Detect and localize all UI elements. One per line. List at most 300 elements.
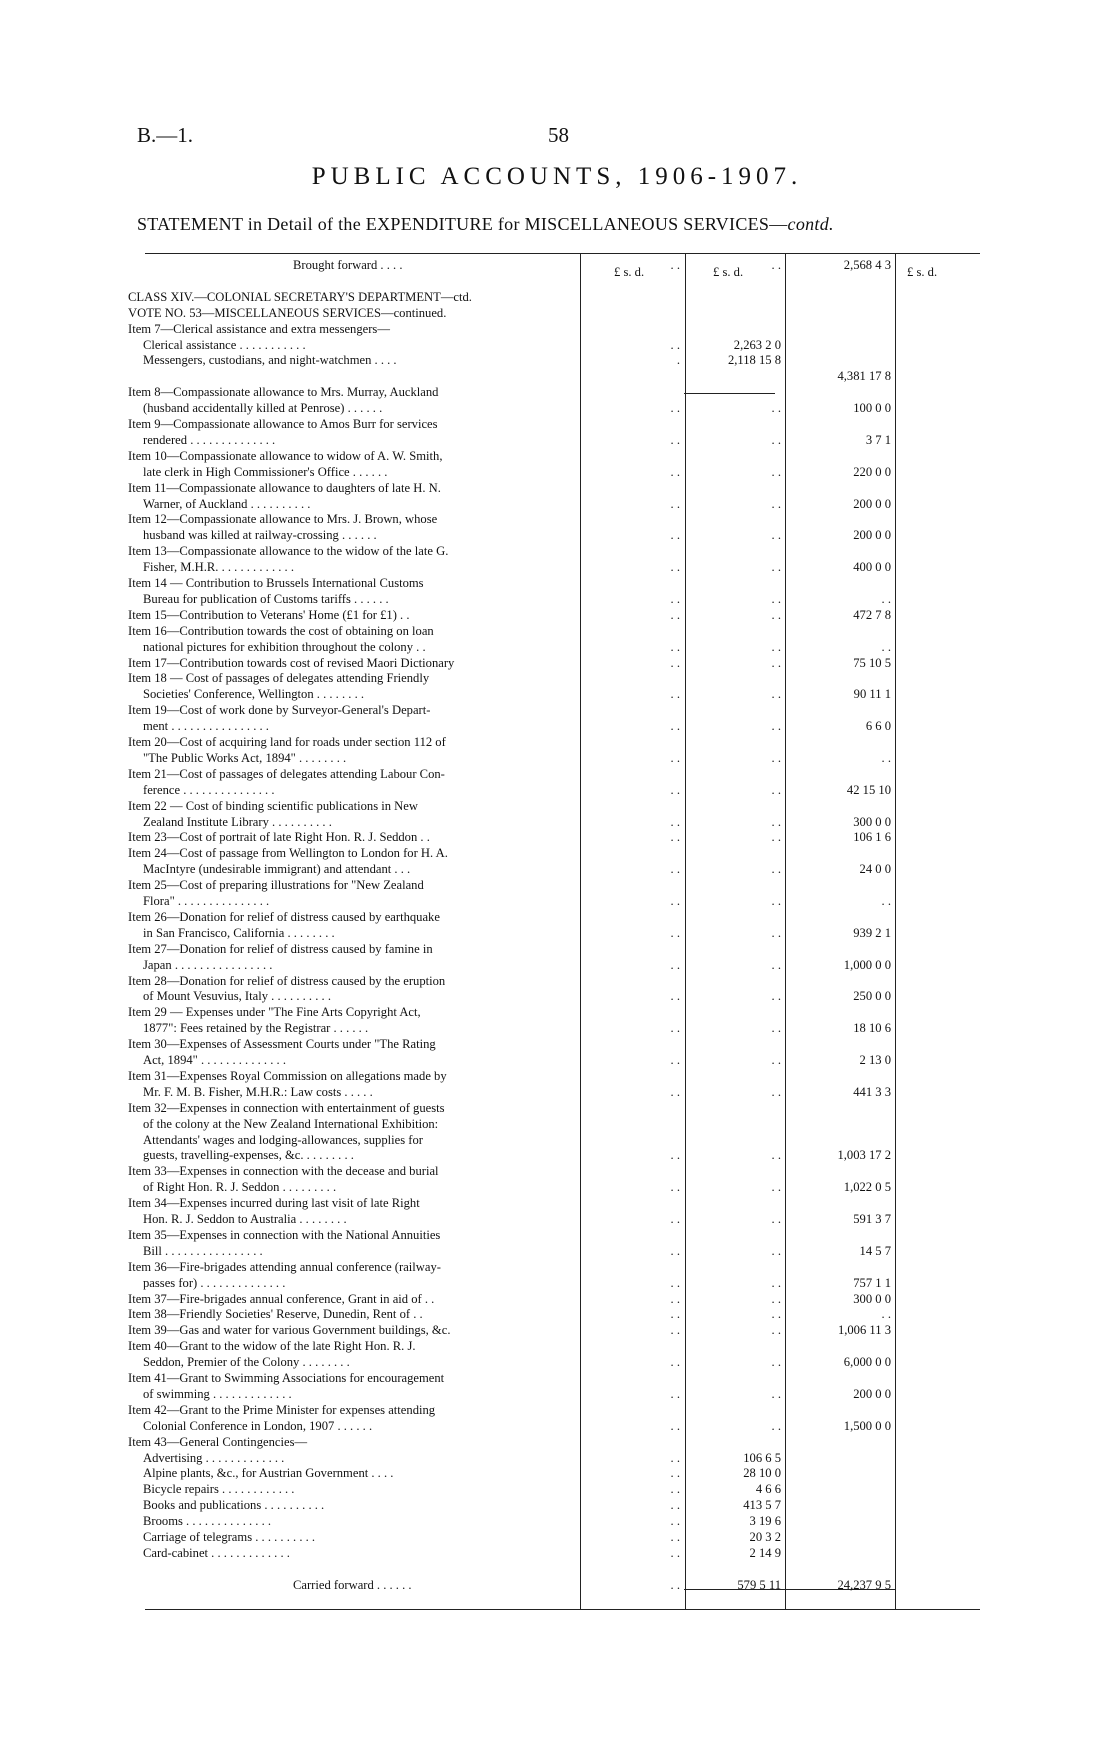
row-description: Item 16—Contribution towards the cost of obtaining on loan bbox=[128, 623, 434, 638]
table-row bbox=[128, 798, 980, 814]
column-header-3: £ s. d. bbox=[907, 265, 938, 279]
row-description: ment . . . . . . . . . . . . . . . . bbox=[143, 719, 269, 734]
row-description: Card-cabinet . . . . . . . . . . . . . bbox=[143, 1545, 290, 1560]
amount-c2: . . bbox=[771, 957, 781, 972]
amount-c3: 300 0 0 bbox=[853, 814, 891, 829]
table-row bbox=[145, 783, 980, 798]
row-description: Bureau for publication of Customs tariffs . . . . . . bbox=[143, 591, 389, 606]
amount-c3: 1,003 17 2 bbox=[837, 1148, 891, 1163]
table-row bbox=[128, 1196, 980, 1211]
row-description: MacIntyre (undesirable immigrant) and attendant . . . bbox=[143, 862, 411, 877]
column-header-1: £ s. d. bbox=[614, 265, 645, 279]
amount-c2: 106 6 5 bbox=[743, 1450, 781, 1465]
table-row bbox=[145, 1180, 980, 1195]
table-row bbox=[145, 528, 980, 543]
table-row bbox=[128, 1259, 980, 1275]
amount-c3: 6,000 0 0 bbox=[843, 1355, 891, 1370]
row-description: Attendants' wages and lodging-allowances, supplies for bbox=[143, 1132, 423, 1147]
amount-c2: 2,118 15 8 bbox=[727, 353, 781, 368]
amount-c2: . . bbox=[771, 1148, 781, 1163]
table-row bbox=[128, 703, 980, 718]
table-row bbox=[145, 465, 980, 480]
amount-c1: . . bbox=[670, 1418, 680, 1433]
amount-c2: . . bbox=[771, 687, 781, 702]
amount-c2: . . bbox=[771, 401, 781, 416]
table-row bbox=[128, 1100, 980, 1116]
amount-c3: 1,500 0 0 bbox=[843, 1418, 891, 1433]
table-row bbox=[128, 289, 980, 305]
table-row bbox=[128, 671, 980, 686]
row-description: in San Francisco, California . . . . . . . . bbox=[143, 925, 335, 940]
amount-c1: . . bbox=[670, 528, 680, 543]
table-row bbox=[145, 369, 980, 384]
table-row bbox=[145, 958, 980, 973]
table-row bbox=[145, 1578, 980, 1593]
row-description: Bill . . . . . . . . . . . . . . . . bbox=[143, 1243, 263, 1258]
amount-c1: . . bbox=[670, 1275, 680, 1290]
amount-c2: . . bbox=[771, 894, 781, 908]
amount-c3: 4,381 17 8 bbox=[837, 369, 891, 384]
row-description: Item 40—Grant to the widow of the late Right Hon. R. J. bbox=[128, 1339, 416, 1354]
table-row bbox=[145, 1212, 980, 1227]
table-row bbox=[145, 592, 980, 607]
row-description: Item 21—Cost of passages of delegates attending Labour Con- bbox=[128, 766, 445, 781]
amount-c3: 1,006 11 3 bbox=[837, 1323, 891, 1338]
table-row bbox=[145, 1244, 980, 1259]
table-row bbox=[128, 321, 980, 337]
amount-c3: 300 0 0 bbox=[853, 1291, 891, 1306]
amount-c3: 1,022 0 5 bbox=[843, 1180, 891, 1195]
amount-c2: 2 14 9 bbox=[749, 1545, 781, 1560]
row-description: Item 25—Cost of preparing illustrations for "New Zealand bbox=[128, 878, 424, 893]
row-description: Brought forward . . . . bbox=[293, 258, 403, 272]
table-row bbox=[145, 1546, 980, 1561]
amount-c3: 939 2 1 bbox=[853, 925, 891, 940]
amount-c3: 200 0 0 bbox=[853, 1386, 891, 1401]
row-description: Item 22 — Cost of binding scientific publications in New bbox=[128, 798, 418, 813]
row-description: Item 19—Cost of work done by Surveyor-General's Depart- bbox=[128, 703, 431, 718]
amount-c3: . . bbox=[881, 1307, 891, 1322]
amount-c3: 18 10 6 bbox=[853, 1021, 891, 1036]
amount-c3: 6 6 0 bbox=[865, 719, 891, 734]
amount-c1: . . bbox=[670, 687, 680, 702]
amount-c1: . . bbox=[670, 639, 680, 654]
amount-c2: 4 6 6 bbox=[755, 1482, 781, 1497]
table-row bbox=[128, 909, 980, 925]
amount-c3: 106 1 6 bbox=[853, 830, 891, 845]
amount-c1: . . bbox=[670, 830, 680, 845]
row-description: VOTE NO. 53—MISCELLANEOUS SERVICES—continued. bbox=[128, 305, 447, 320]
table-row bbox=[145, 1148, 980, 1163]
row-description: Alpine plants, &c., for Austrian Government . . . . bbox=[143, 1466, 394, 1481]
table-row bbox=[128, 544, 980, 559]
table-row bbox=[128, 1005, 980, 1020]
amount-c1: . . bbox=[670, 1021, 680, 1036]
amount-c2: . . bbox=[771, 655, 781, 670]
row-description: Advertising . . . . . . . . . . . . . bbox=[143, 1450, 285, 1465]
table-row bbox=[145, 338, 980, 353]
table-row bbox=[128, 1227, 980, 1243]
amount-c1: . . bbox=[670, 1307, 680, 1322]
amount-c1: . . bbox=[670, 337, 680, 352]
amount-c3: 24,237 9 5 bbox=[837, 1577, 891, 1592]
row-description: of swimming . . . . . . . . . . . . . bbox=[143, 1386, 292, 1401]
amount-c1: . . bbox=[670, 1498, 680, 1513]
row-description: CLASS XIV.—COLONIAL SECRETARY'S DEPARTMENT—ctd. bbox=[128, 289, 472, 304]
row-description: Japan . . . . . . . . . . . . . . . . bbox=[143, 957, 273, 972]
amount-c2: . . bbox=[771, 814, 781, 829]
column-header-2: £ s. d. bbox=[713, 265, 744, 279]
row-description: Mr. F. M. B. Fisher, M.H.R.: Law costs . . . . . bbox=[143, 1084, 373, 1099]
row-description: Fisher, M.H.R. . . . . . . . . . . . . bbox=[143, 560, 294, 575]
amount-c1: . . bbox=[670, 1148, 680, 1163]
row-description: Item 34—Expenses incurred during last visit of late Right bbox=[128, 1196, 420, 1211]
table-row bbox=[145, 1530, 980, 1545]
table-row bbox=[128, 305, 980, 321]
amount-c3: 42 15 10 bbox=[846, 782, 891, 797]
row-description: national pictures for exhibition throughout the colony . . bbox=[143, 639, 426, 654]
amount-c3: 400 0 0 bbox=[853, 560, 891, 575]
table-row bbox=[145, 815, 980, 830]
amount-c3: 200 0 0 bbox=[853, 496, 891, 511]
row-description: Colonial Conference in London, 1907 . . . . . . bbox=[143, 1418, 373, 1433]
amount-c2: . . bbox=[771, 719, 781, 734]
row-description: Item 31—Expenses Royal Commission on allegations made by bbox=[128, 1068, 447, 1083]
amount-c3: 2,568 4 3 bbox=[843, 258, 891, 272]
amount-c1: . . bbox=[670, 464, 680, 479]
row-description: Warner, of Auckland . . . . . . . . . . bbox=[143, 496, 311, 511]
amount-c2: 413 5 7 bbox=[743, 1498, 781, 1513]
amount-c1: . . bbox=[670, 560, 680, 575]
table-row bbox=[128, 1402, 980, 1418]
amount-c3: 100 0 0 bbox=[853, 401, 891, 416]
amount-c3: . . bbox=[881, 894, 891, 908]
amount-c3: . . bbox=[881, 591, 891, 606]
table-row bbox=[145, 1276, 980, 1291]
row-description: (husband accidentally killed at Penrose) . . . . . . bbox=[143, 401, 383, 416]
row-description: Bicycle repairs . . . . . . . . . . . . bbox=[143, 1482, 295, 1497]
table-row bbox=[145, 1451, 980, 1466]
table-row bbox=[145, 1498, 980, 1513]
amount-c2: . . bbox=[771, 639, 781, 654]
amount-c2: . . bbox=[771, 560, 781, 575]
table-row bbox=[128, 655, 980, 671]
amount-c1: . . bbox=[670, 655, 680, 670]
amount-c1: . . bbox=[670, 1084, 680, 1099]
subtitle-main: STATEMENT in Detail of the EXPENDITURE for MISCELLANEOUS SERVICES— bbox=[137, 214, 788, 234]
table-row bbox=[128, 576, 980, 591]
table-row bbox=[128, 1434, 980, 1450]
row-description: Item 30—Expenses of Assessment Courts under "The Rating bbox=[128, 1037, 436, 1052]
row-description: ference . . . . . . . . . . . . . . . bbox=[143, 782, 275, 797]
row-description: rendered . . . . . . . . . . . . . . bbox=[143, 432, 276, 447]
table-row bbox=[128, 623, 980, 639]
amount-c1: . bbox=[676, 353, 680, 368]
table-row bbox=[128, 1291, 980, 1307]
table-row bbox=[128, 830, 980, 845]
expenditure-table bbox=[128, 253, 980, 1610]
table-row bbox=[145, 1514, 980, 1529]
row-description: Item 9—Compassionate allowance to Amos Burr for services bbox=[128, 417, 438, 431]
table-row bbox=[128, 735, 980, 750]
amount-c2: . . bbox=[771, 1084, 781, 1099]
row-description: "The Public Works Act, 1894" . . . . . . . . bbox=[143, 750, 347, 765]
amount-c1: . . bbox=[670, 1545, 680, 1560]
row-description: Item 11—Compassionate allowance to daughters of late H. N. bbox=[128, 480, 441, 495]
table-row bbox=[145, 353, 980, 368]
table-row bbox=[128, 1164, 980, 1179]
row-description: Item 14 — Contribution to Brussels International Customs bbox=[128, 576, 424, 590]
amount-c2: 579 5 11 bbox=[737, 1577, 781, 1592]
amount-c1: . . bbox=[670, 894, 680, 908]
amount-c3: 220 0 0 bbox=[853, 464, 891, 479]
row-description: guests, travelling-expenses, &c. . . . . . . . . bbox=[143, 1148, 354, 1163]
row-description: husband was killed at railway-crossing . . . . . . bbox=[143, 528, 377, 543]
amount-c2: . . bbox=[771, 862, 781, 877]
row-description: passes for) . . . . . . . . . . . . . . bbox=[143, 1275, 286, 1290]
amount-c1: . . bbox=[670, 1243, 680, 1258]
table-row bbox=[145, 401, 980, 416]
amount-c1: . . bbox=[670, 1323, 680, 1338]
table-row bbox=[128, 607, 980, 623]
table-row bbox=[128, 766, 980, 782]
table-row bbox=[145, 1117, 980, 1132]
amount-c1: . . bbox=[670, 957, 680, 972]
amount-c3: 200 0 0 bbox=[853, 528, 891, 543]
row-description: Seddon, Premier of the Colony . . . . . . . . bbox=[143, 1355, 350, 1370]
amount-c2: . . bbox=[771, 1275, 781, 1290]
row-description: Item 12—Compassionate allowance to Mrs. J. Brown, whose bbox=[128, 512, 438, 527]
amount-c1: . . bbox=[670, 1386, 680, 1401]
amount-c3: 1,000 0 0 bbox=[843, 957, 891, 972]
table-row bbox=[128, 512, 980, 527]
amount-c3: 14 5 7 bbox=[859, 1243, 891, 1258]
table-row bbox=[145, 1482, 980, 1497]
table-row bbox=[128, 448, 980, 464]
amount-c1: . . bbox=[670, 989, 680, 1004]
row-description: of the colony at the New Zealand International Exhibition: bbox=[143, 1116, 439, 1131]
row-description: Item 32—Expenses in connection with entertainment of guests bbox=[128, 1100, 445, 1115]
table-row bbox=[128, 1339, 980, 1354]
amount-c1: . . bbox=[670, 719, 680, 734]
amount-c1: . . bbox=[670, 1450, 680, 1465]
row-description: Item 27—Donation for relief of distress caused by famine in bbox=[128, 941, 433, 956]
amount-c1: . . bbox=[670, 1291, 680, 1306]
amount-c2: . . bbox=[771, 1243, 781, 1258]
amount-c2: 2,263 2 0 bbox=[733, 337, 781, 352]
row-description: Item 24—Cost of passage from Wellington to London for H. A. bbox=[128, 846, 448, 861]
amount-c1: . . bbox=[670, 1180, 680, 1195]
table-row bbox=[145, 989, 980, 1004]
row-description: Item 33—Expenses in connection with the decease and burial bbox=[128, 1164, 439, 1179]
row-description: Item 28—Donation for relief of distress caused by the eruption bbox=[128, 973, 446, 988]
row-description: Item 15—Contribution to Veterans' Home (£1 for £1) . . bbox=[128, 607, 410, 622]
amount-c1: . . bbox=[670, 1212, 680, 1226]
row-description: Item 41—Grant to Swimming Associations for encouragement bbox=[128, 1371, 445, 1385]
amount-c3: 250 0 0 bbox=[853, 989, 891, 1004]
amount-c2: . . bbox=[771, 1355, 781, 1370]
row-description: Item 26—Donation for relief of distress caused by earthquake bbox=[128, 909, 440, 924]
amount-c1: . . bbox=[670, 862, 680, 877]
table-row bbox=[145, 1133, 980, 1148]
table-row bbox=[145, 258, 980, 273]
table-row bbox=[145, 862, 980, 877]
amount-c2: . . bbox=[771, 1418, 781, 1433]
table-row bbox=[145, 1355, 980, 1370]
row-description: Item 13—Compassionate allowance to the widow of the late G. bbox=[128, 544, 449, 559]
row-description: Item 35—Expenses in connection with the National Annuities bbox=[128, 1227, 441, 1242]
row-description: Item 20—Cost of acquiring land for roads under section 112 of bbox=[128, 735, 446, 749]
statement-subtitle bbox=[137, 214, 834, 235]
row-description: Item 23—Cost of portrait of late Right Hon. R. J. Seddon . . bbox=[128, 830, 430, 845]
amount-c2: . . bbox=[771, 607, 781, 622]
row-description: Item 37—Fire-brigades annual conference, Grant in aid of . . bbox=[128, 1291, 435, 1306]
amount-c2: . . bbox=[771, 1307, 781, 1322]
amount-c2: . . bbox=[771, 1180, 781, 1195]
row-description: Item 8—Compassionate allowance to Mrs. Murray, Auckland bbox=[128, 385, 439, 400]
row-description: Carriage of telegrams . . . . . . . . . . bbox=[143, 1530, 316, 1544]
amount-c1: . . bbox=[670, 1514, 680, 1529]
amount-c3: 441 3 3 bbox=[853, 1084, 891, 1099]
amount-c1: . . bbox=[670, 432, 680, 447]
table-row bbox=[145, 1387, 980, 1402]
table-row bbox=[128, 480, 980, 496]
amount-c2: . . bbox=[771, 496, 781, 511]
table-row bbox=[128, 1068, 980, 1084]
table-row bbox=[145, 1419, 980, 1434]
row-description: Item 18 — Cost of passages of delegates attending Friendly bbox=[128, 671, 430, 686]
table-row bbox=[145, 1053, 980, 1068]
table-row bbox=[145, 640, 980, 655]
amount-c2: . . bbox=[771, 1021, 781, 1036]
row-description: Books and publications . . . . . . . . . . bbox=[143, 1498, 325, 1513]
table-row bbox=[128, 878, 980, 893]
row-description: Societies' Conference, Wellington . . . . . . . . bbox=[143, 687, 365, 702]
row-description: Act, 1894" . . . . . . . . . . . . . . bbox=[143, 1053, 286, 1067]
amount-c1: . . bbox=[670, 1355, 680, 1370]
row-description: Brooms . . . . . . . . . . . . . . bbox=[143, 1514, 272, 1529]
amount-c1: . . bbox=[670, 814, 680, 829]
amount-c2: . . bbox=[771, 1323, 781, 1338]
amount-c1: . . bbox=[670, 782, 680, 797]
table-row bbox=[145, 1021, 980, 1036]
amount-c2: 3 19 6 bbox=[749, 1514, 781, 1529]
amount-c3: . . bbox=[881, 750, 891, 765]
row-description: Item 7—Clerical assistance and extra messengers— bbox=[128, 321, 390, 336]
amount-c1: . . bbox=[670, 925, 680, 940]
amount-c1: . . bbox=[670, 1577, 680, 1592]
table-row bbox=[145, 926, 980, 941]
amount-c2: . . bbox=[771, 750, 781, 765]
table-row bbox=[128, 973, 980, 989]
amount-c2: . . bbox=[771, 591, 781, 606]
table-row bbox=[145, 560, 980, 575]
amount-c1: . . bbox=[670, 258, 680, 272]
row-description: Item 43—General Contingencies— bbox=[128, 1434, 308, 1449]
table-row bbox=[145, 1085, 980, 1100]
amount-c1: . . bbox=[670, 401, 680, 416]
table-row bbox=[145, 274, 980, 289]
row-description: of Right Hon. R. J. Seddon . . . . . . . . . bbox=[143, 1180, 337, 1195]
amount-c2: . . bbox=[771, 989, 781, 1004]
amount-c2: . . bbox=[771, 1053, 781, 1067]
amount-c2: . . bbox=[771, 925, 781, 940]
amount-c1: . . bbox=[670, 607, 680, 622]
amount-c3: 2 13 0 bbox=[859, 1053, 891, 1067]
table-row bbox=[145, 1466, 980, 1481]
page-title: PUBLIC ACCOUNTS, 1906-1907. bbox=[311, 163, 803, 190]
table-row bbox=[128, 1307, 980, 1322]
row-description: Hon. R. J. Seddon to Australia . . . . . . . . bbox=[143, 1212, 347, 1226]
page-number: 58 bbox=[548, 123, 569, 147]
amount-c2: . . bbox=[771, 1386, 781, 1401]
amount-c2: . . bbox=[771, 528, 781, 543]
amount-c2: . . bbox=[771, 1212, 781, 1226]
amount-c2: 28 10 0 bbox=[743, 1466, 781, 1481]
amount-c1: . . bbox=[670, 591, 680, 606]
amount-c3: 90 11 1 bbox=[853, 687, 891, 702]
row-description: Flora" . . . . . . . . . . . . . . . bbox=[143, 894, 270, 908]
amount-c1: . . bbox=[670, 1482, 680, 1497]
row-description: of Mount Vesuvius, Italy . . . . . . . . . . bbox=[143, 989, 331, 1004]
row-description: 1877": Fees retained by the Registrar . . . . . . bbox=[143, 1021, 369, 1036]
table-row bbox=[128, 1323, 980, 1338]
row-description: Zealand Institute Library . . . . . . . . . . bbox=[143, 814, 332, 829]
table-row bbox=[145, 894, 980, 909]
report-reference: B.—1. bbox=[137, 123, 194, 147]
amount-c1: . . bbox=[670, 1530, 680, 1544]
table-row bbox=[145, 497, 980, 512]
amount-c3: 3 7 1 bbox=[865, 432, 891, 447]
amount-c3: 75 10 5 bbox=[853, 655, 891, 670]
row-description: Item 42—Grant to the Prime Minister for expenses attending bbox=[128, 1402, 436, 1417]
table-row bbox=[128, 846, 980, 861]
table-row bbox=[145, 719, 980, 734]
table-row bbox=[145, 751, 980, 766]
row-description: Item 39—Gas and water for various Government buildings, &c. bbox=[128, 1323, 451, 1338]
row-description: Clerical assistance . . . . . . . . . . . bbox=[143, 337, 306, 352]
amount-c1: . . bbox=[670, 750, 680, 765]
table-row bbox=[128, 1371, 980, 1386]
amount-c2: . . bbox=[771, 782, 781, 797]
row-description: Item 10—Compassionate allowance to widow of A. W. Smith, bbox=[128, 448, 443, 463]
amount-c1: . . bbox=[670, 1466, 680, 1481]
amount-c1: . . bbox=[670, 1053, 680, 1067]
subtitle-contd: contd. bbox=[787, 214, 834, 234]
table-row bbox=[128, 1037, 980, 1052]
table-row bbox=[128, 941, 980, 957]
amount-c3: 757 1 1 bbox=[853, 1275, 891, 1290]
row-description: Item 36—Fire-brigades attending annual conference (railway- bbox=[128, 1259, 441, 1274]
table-row bbox=[128, 417, 980, 432]
amount-c2: . . bbox=[771, 432, 781, 447]
row-description: Messengers, custodians, and night-watchmen . . . . bbox=[143, 353, 397, 368]
amount-c3: 24 0 0 bbox=[859, 862, 891, 877]
row-description: Item 38—Friendly Societies' Reserve, Dunedin, Rent of . . bbox=[128, 1307, 423, 1322]
amount-c3: . . bbox=[881, 639, 891, 654]
amount-c3: 472 7 8 bbox=[853, 607, 891, 622]
amount-c2: . . bbox=[771, 464, 781, 479]
amount-c1: . . bbox=[670, 496, 680, 511]
table-row bbox=[145, 1562, 980, 1577]
table-row bbox=[145, 687, 980, 702]
table-row bbox=[128, 385, 980, 400]
amount-c3: 591 3 7 bbox=[853, 1212, 891, 1226]
row-description: late clerk in High Commissioner's Office . . . . . . bbox=[143, 464, 388, 479]
amount-c2: . . bbox=[771, 1291, 781, 1306]
row-description: Item 29 — Expenses under "The Fine Arts Copyright Act, bbox=[128, 1005, 421, 1020]
amount-c2: . . bbox=[771, 830, 781, 845]
